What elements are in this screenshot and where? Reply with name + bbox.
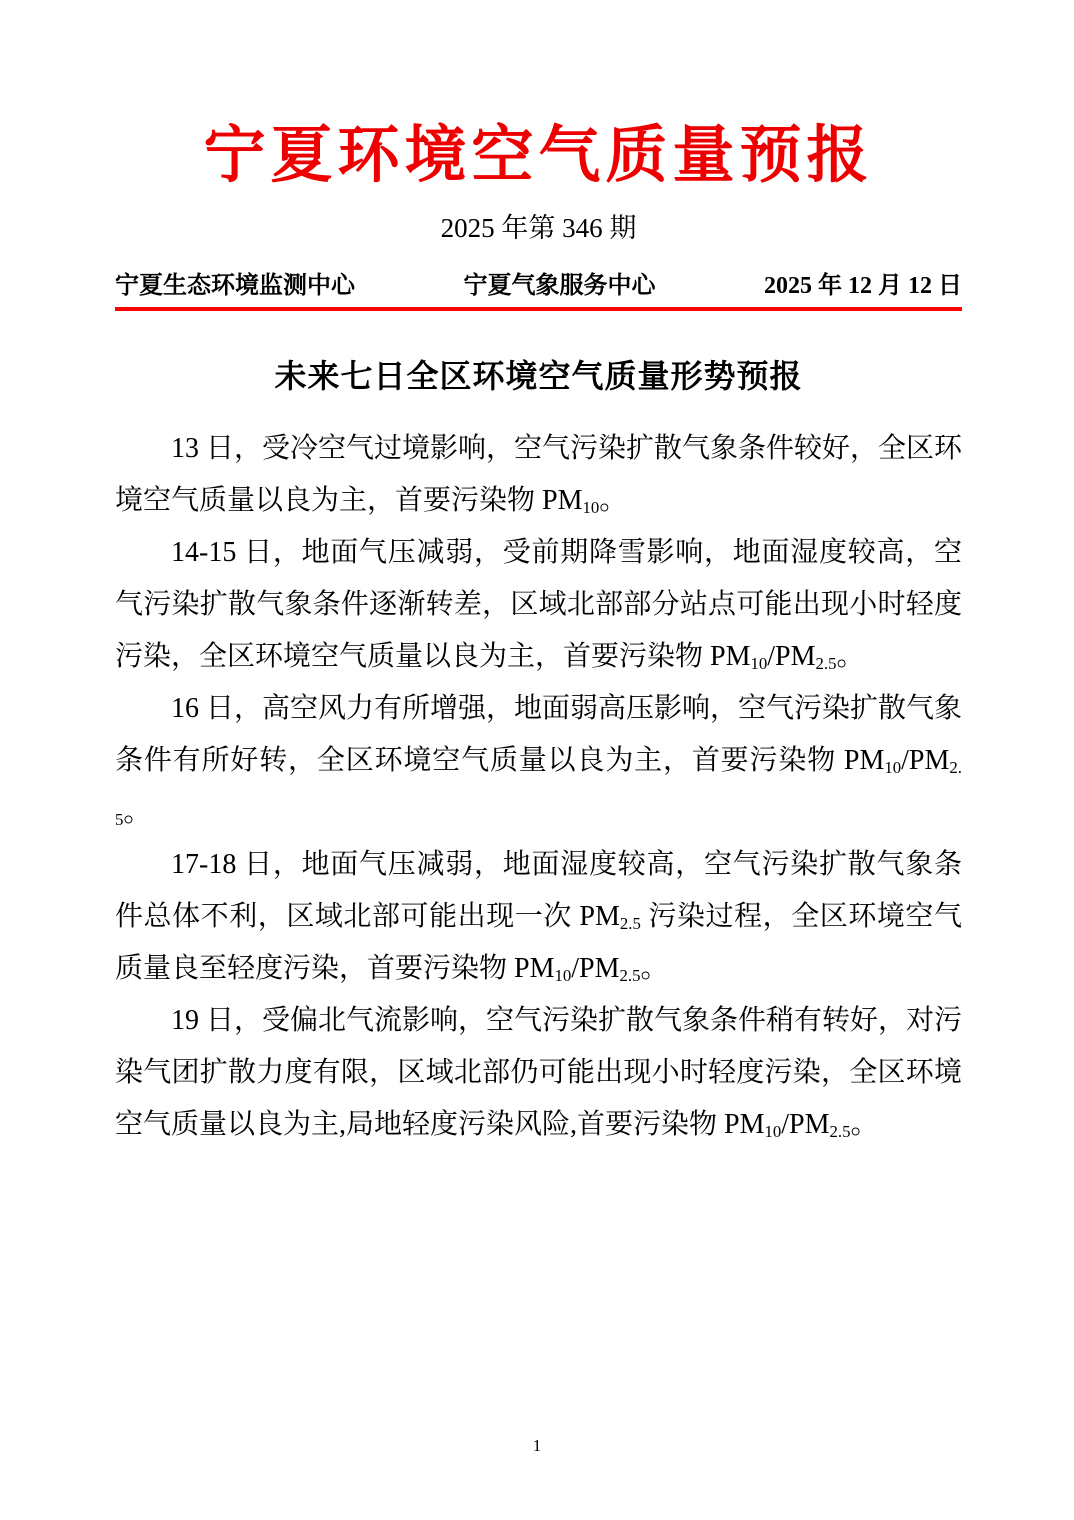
header-row [115,271,962,301]
pollutant-subscript: 10 [884,758,902,778]
pollutant-subscript: 10 [554,966,572,986]
header-date: 2025 年 12 月 12 日 [764,272,962,299]
issue-number: 2025 年第 346 期 [440,213,637,244]
pollutant-subscript: 2.5 [815,654,837,674]
pollutant-subscript: 2.5 [619,914,641,934]
forecast-paragraph: 17-18 日，地面气压减弱，地面湿度较高，空气污染扩散气象条件总体不利，区域北部可能出现一次 $PM_{2.5}$ 污染过程，全区环境空气质量良至轻度污染，首要污染物 $PM_{10}/PM_{2.5}$。 [115,848,962,986]
red-divider [115,307,962,311]
org-center: 宁夏气象服务中心 [463,272,656,299]
pollutant-subscript: 2.5 [619,966,641,986]
pollutant-subscript: 10 [764,1122,782,1142]
forecast-paragraph: 14-15 日，地面气压减弱，受前期降雪影响，地面湿度较高，空气污染扩散气象条件逐渐转差，区域北部部分站点可能出现小时轻度污染，全区环境空气质量以良为主，首要污染物 $PM_{10}/PM_{2.5}$。 [115,536,962,674]
pollutant-subscript: 2.5 [115,758,962,830]
section-title: 未来七日全区环境空气质量形势预报 [274,357,803,394]
forecast-body [115,423,962,1151]
forecast-paragraph: 16 日，高空风力有所增强，地面弱高压影响，空气污染扩散气象条件有所好转，全区环境空气质量以良为主，首要污染物 $PM_{10}/PM_{2.5}$。 [115,692,963,830]
org-left: 宁夏生态环境监测中心 [115,272,355,299]
pollutant-subscript: 2.5 [829,1122,851,1142]
pollutant-subscript: 10 [582,498,600,518]
page-number: 1 [532,1436,542,1455]
forecast-paragraph: 19 日，受偏北气流影响，空气污染扩散气象条件稍有转好，对污染气团扩散力度有限，区域北部仍可能出现小时轻度污染，全区环境空气质量以良为主,局地轻度污染风险,首要污染物 $PM_{10}/PM_{2.5}$。 [115,1004,963,1142]
forecast-paragraph: 13 日，受冷空气过境影响，空气污染扩散气象条件较好，全区环境空气质量以良为主，首要污染物 $PM_{10}$。 [115,432,963,518]
document-title: 宁夏环境空气质量预报 [203,122,874,190]
pollutant-subscript: 10 [750,654,768,674]
